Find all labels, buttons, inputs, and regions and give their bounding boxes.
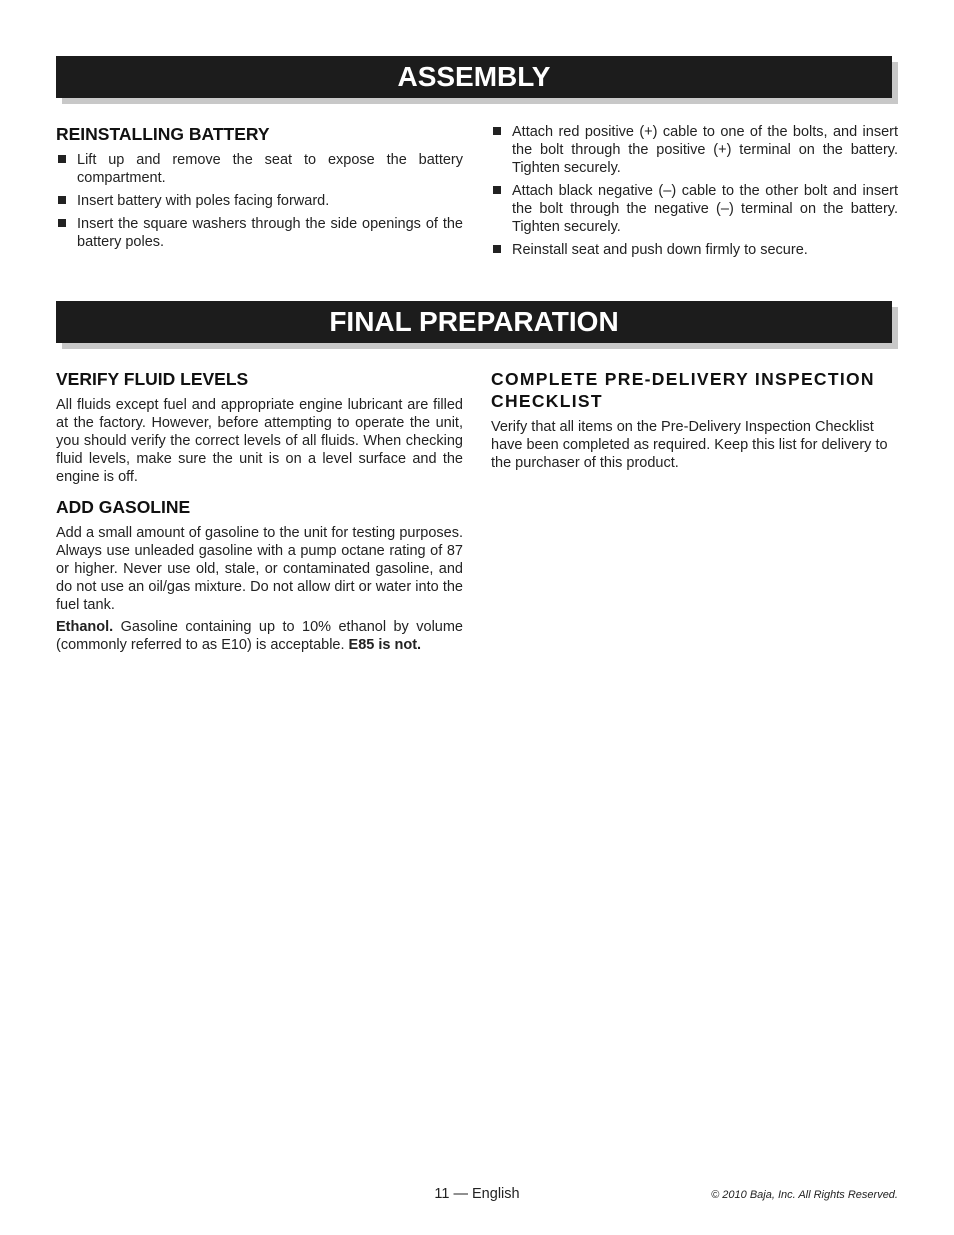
verify-fluid-levels-text: All fluids except fuel and appropriate engine lubricant are filled at the factory. However, before attempting to operate the unit, you should verify the correct levels of all fluids. When checking fluid levels, make sure the unit is on a level surface and the engine is off.: [56, 397, 463, 485]
assembly-right-column: [491, 123, 898, 264]
square-bullet-icon: [58, 196, 66, 204]
ethanol-paragraph: [56, 618, 463, 654]
list-item: Insert the square washers through the side openings of the battery poles.: [56, 215, 463, 251]
square-bullet-icon: [493, 186, 501, 194]
add-gasoline-text: Add a small amount of gasoline to the unit for testing purposes. Always use unleaded gasoline with a pump octane rating of 87 or higher. Never use old, stale, or contaminated gasoline, and do not use an oil/gas mixture. Do not allow dirt or water into the fuel tank.: [56, 525, 463, 613]
page-number: 11 — English: [434, 1186, 520, 1202]
assembly-title: ASSEMBLY: [56, 56, 892, 98]
reinstalling-battery-heading: REINSTALLING BATTERY: [56, 124, 270, 144]
copyright-notice: © 2010 Baja, Inc. All Rights Reserved.: [711, 1189, 898, 1201]
list-item: Insert battery with poles facing forward.: [56, 192, 463, 210]
final-preparation-banner: [56, 301, 892, 343]
list-item: Reinstall seat and push down firmly to secure.: [491, 241, 898, 259]
square-bullet-icon: [58, 219, 66, 227]
square-bullet-icon: [493, 245, 501, 253]
final-preparation-title: FINAL PREPARATION: [56, 301, 892, 343]
add-gasoline-heading: ADD GASOLINE: [56, 497, 191, 517]
final-prep-right-column: [491, 368, 898, 476]
verify-fluid-levels-heading: VERIFY FLUID LEVELS: [56, 369, 249, 389]
assembly-left-column: [56, 123, 463, 256]
list-item: Attach red positive (+) cable to one of the bolts, and insert the bolt through the positive (+) terminal on the battery. Tighten securely.: [491, 123, 898, 177]
battery-cable-steps-list: [491, 123, 898, 259]
ethanol-text: Gasoline containing up to 10% ethanol by volume (commonly referred to as E10) is acceptable.: [56, 619, 463, 653]
inspection-checklist-heading: COMPLETE PRE-DELIVERY INSPECTION CHECKLIST: [491, 369, 875, 411]
square-bullet-icon: [493, 127, 501, 135]
inspection-checklist-text: Verify that all items on the Pre-Delivery Inspection Checklist have been completed as required. Keep this list for delivery to the purchaser of this product.: [491, 419, 888, 471]
square-bullet-icon: [58, 155, 66, 163]
final-prep-left-column: [56, 368, 463, 658]
list-item: Lift up and remove the seat to expose the battery compartment.: [56, 151, 463, 187]
ethanol-warning: E85 is not.: [348, 637, 422, 653]
assembly-banner: [56, 56, 892, 98]
list-item: Attach black negative (–) cable to the other bolt and insert the bolt through the negative (–) terminal on the battery. Tighten securely.: [491, 182, 898, 236]
ethanol-label: Ethanol.: [56, 619, 114, 635]
battery-steps-list: [56, 151, 463, 251]
